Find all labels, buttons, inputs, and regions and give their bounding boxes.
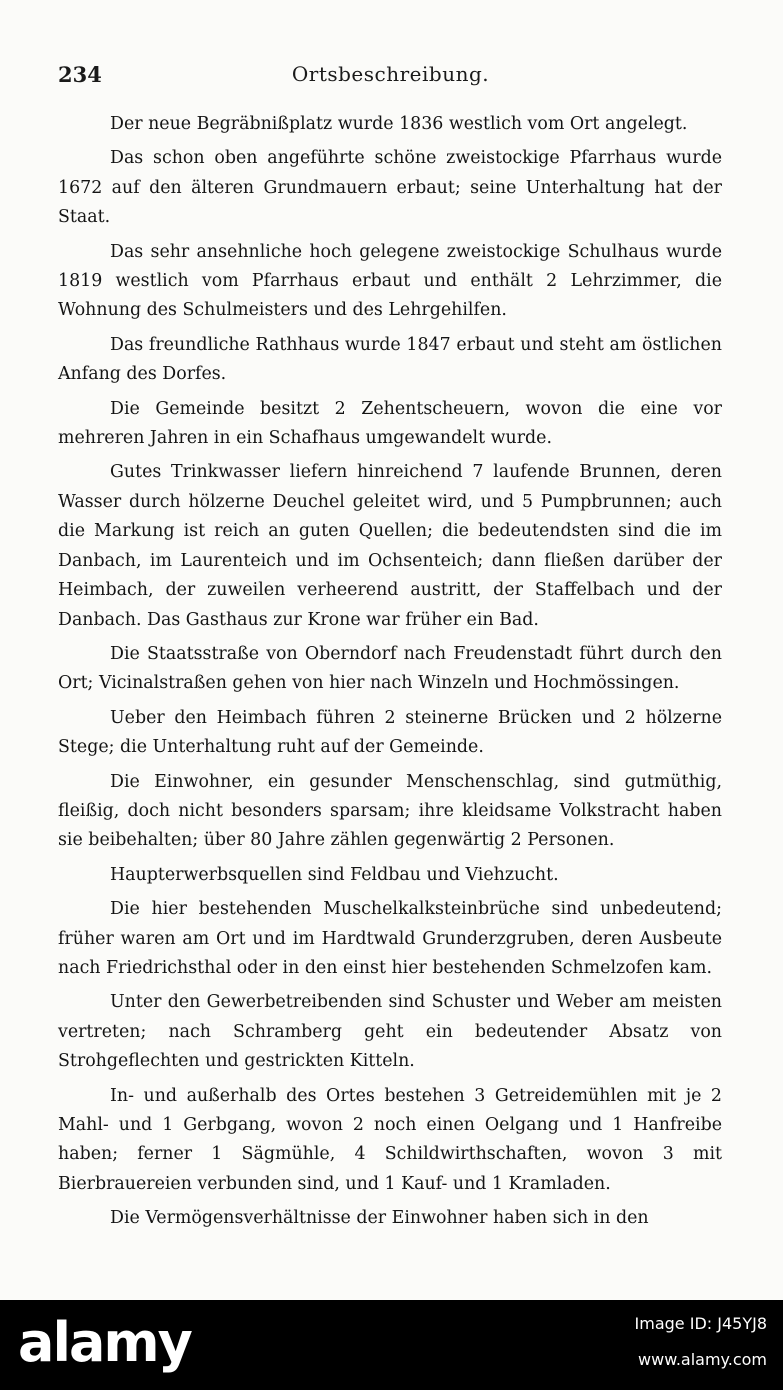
paragraph: Das schon oben angeführte schöne zweistockige Pfarrhaus wurde 1672 auf den älteren Grundmauern erbaut; seine Unterhaltung hat der Staat. — [58, 148, 722, 228]
paragraph: Die hier bestehenden Muschelkalksteinbrüche sind unbedeutend; früher waren am Ort und im Hardtwald Grunderzgruben, deren Ausbeute nach Friedrichsthal oder in den einst hier bestehenden Schmelzofen kam. — [58, 899, 722, 978]
paragraph: Die Vermögensverhältnisse der Einwohner haben sich in den — [110, 1208, 649, 1229]
paragraph: Das freundliche Rathhaus wurde 1847 erbaut und steht am östlichen Anfang des Dorfes. — [58, 334, 722, 385]
paragraph: Unter den Gewerbetreibenden sind Schuster und Weber am meisten vertreten; nach Schramberg geht ein bedeutender Absatz von Strohgeflechten und gestrickten Kitteln. — [58, 992, 722, 1072]
image-id: Image ID: J45YJ8 — [634, 1314, 767, 1333]
site-url: www.alamy.com — [638, 1350, 767, 1369]
body-text — [58, 110, 722, 1239]
watermark-banner — [0, 1300, 783, 1390]
running-head: Ortsbeschreibung. — [291, 62, 490, 86]
paragraph: Das sehr ansehnliche hoch gelegene zweistockige Schulhaus wurde 1819 westlich vom Pfarrhaus erbaut und enthält 2 Lehrzimmer, die Wohnung des Schulmeisters und des Lehrgehilfen. — [58, 241, 722, 321]
page-header — [58, 62, 723, 94]
paragraph: Der neue Begräbnißplatz wurde 1836 westlich vom Ort angelegt. — [110, 114, 688, 134]
paragraph: Haupterwerbsquellen sind Feldbau und Viehzucht. — [110, 864, 559, 885]
paragraph: Gutes Trinkwasser liefern hinreichend 7 laufende Brunnen, deren Wasser durch hölzerne Deuchel geleitet wird, und 5 Pumpbrunnen; auch die Markung ist reich an guten Quellen; die bedeutendsten sind die im Danbach, im Laurenteich und im Ochsenteich; dann fließen darüber der Heimbach, der zuweilen verheerend austritt, der Staffelbach und der Danbach. Das Gasthaus zur Krone war früher ein Bad. — [58, 462, 722, 630]
paragraph: Die Staatsstraße von Oberndorf nach Freudenstadt führt durch den Ort; Vicinalstraßen gehen von hier nach Winzeln und Hochmössingen. — [58, 643, 722, 694]
alamy-logo: alamy — [18, 1311, 191, 1374]
paragraph: Ueber den Heimbach führen 2 steinerne Brücken und 2 hölzerne Stege; die Unterhaltung ruht auf der Gemeinde. — [58, 707, 722, 758]
paragraph: Die Einwohner, ein gesunder Menschenschlag, sind gutmüthig, fleißig, doch nicht besonders sparsam; ihre kleidsame Volkstracht haben sie beibehalten; über 80 Jahre zählen gegenwärtig 2 Personen. — [58, 771, 722, 851]
page-number: 234 — [58, 62, 102, 87]
paragraph: Die Gemeinde besitzt 2 Zehentscheuern, wovon die eine vor mehreren Jahren in ein Schafhaus umgewandelt wurde. — [58, 398, 722, 449]
paragraph: In- und außerhalb des Ortes bestehen 3 Getreidemühlen mit je 2 Mahl- und 1 Gerbgang, wovon 2 noch einen Oelgang und 1 Hanfreibe haben; ferner 1 Sägmühle, 4 Schildwirthschaften, wovon 3 mit Bierbrauereien verbunden sind, und 1 Kauf- und 1 Kramladen. — [58, 1085, 722, 1194]
